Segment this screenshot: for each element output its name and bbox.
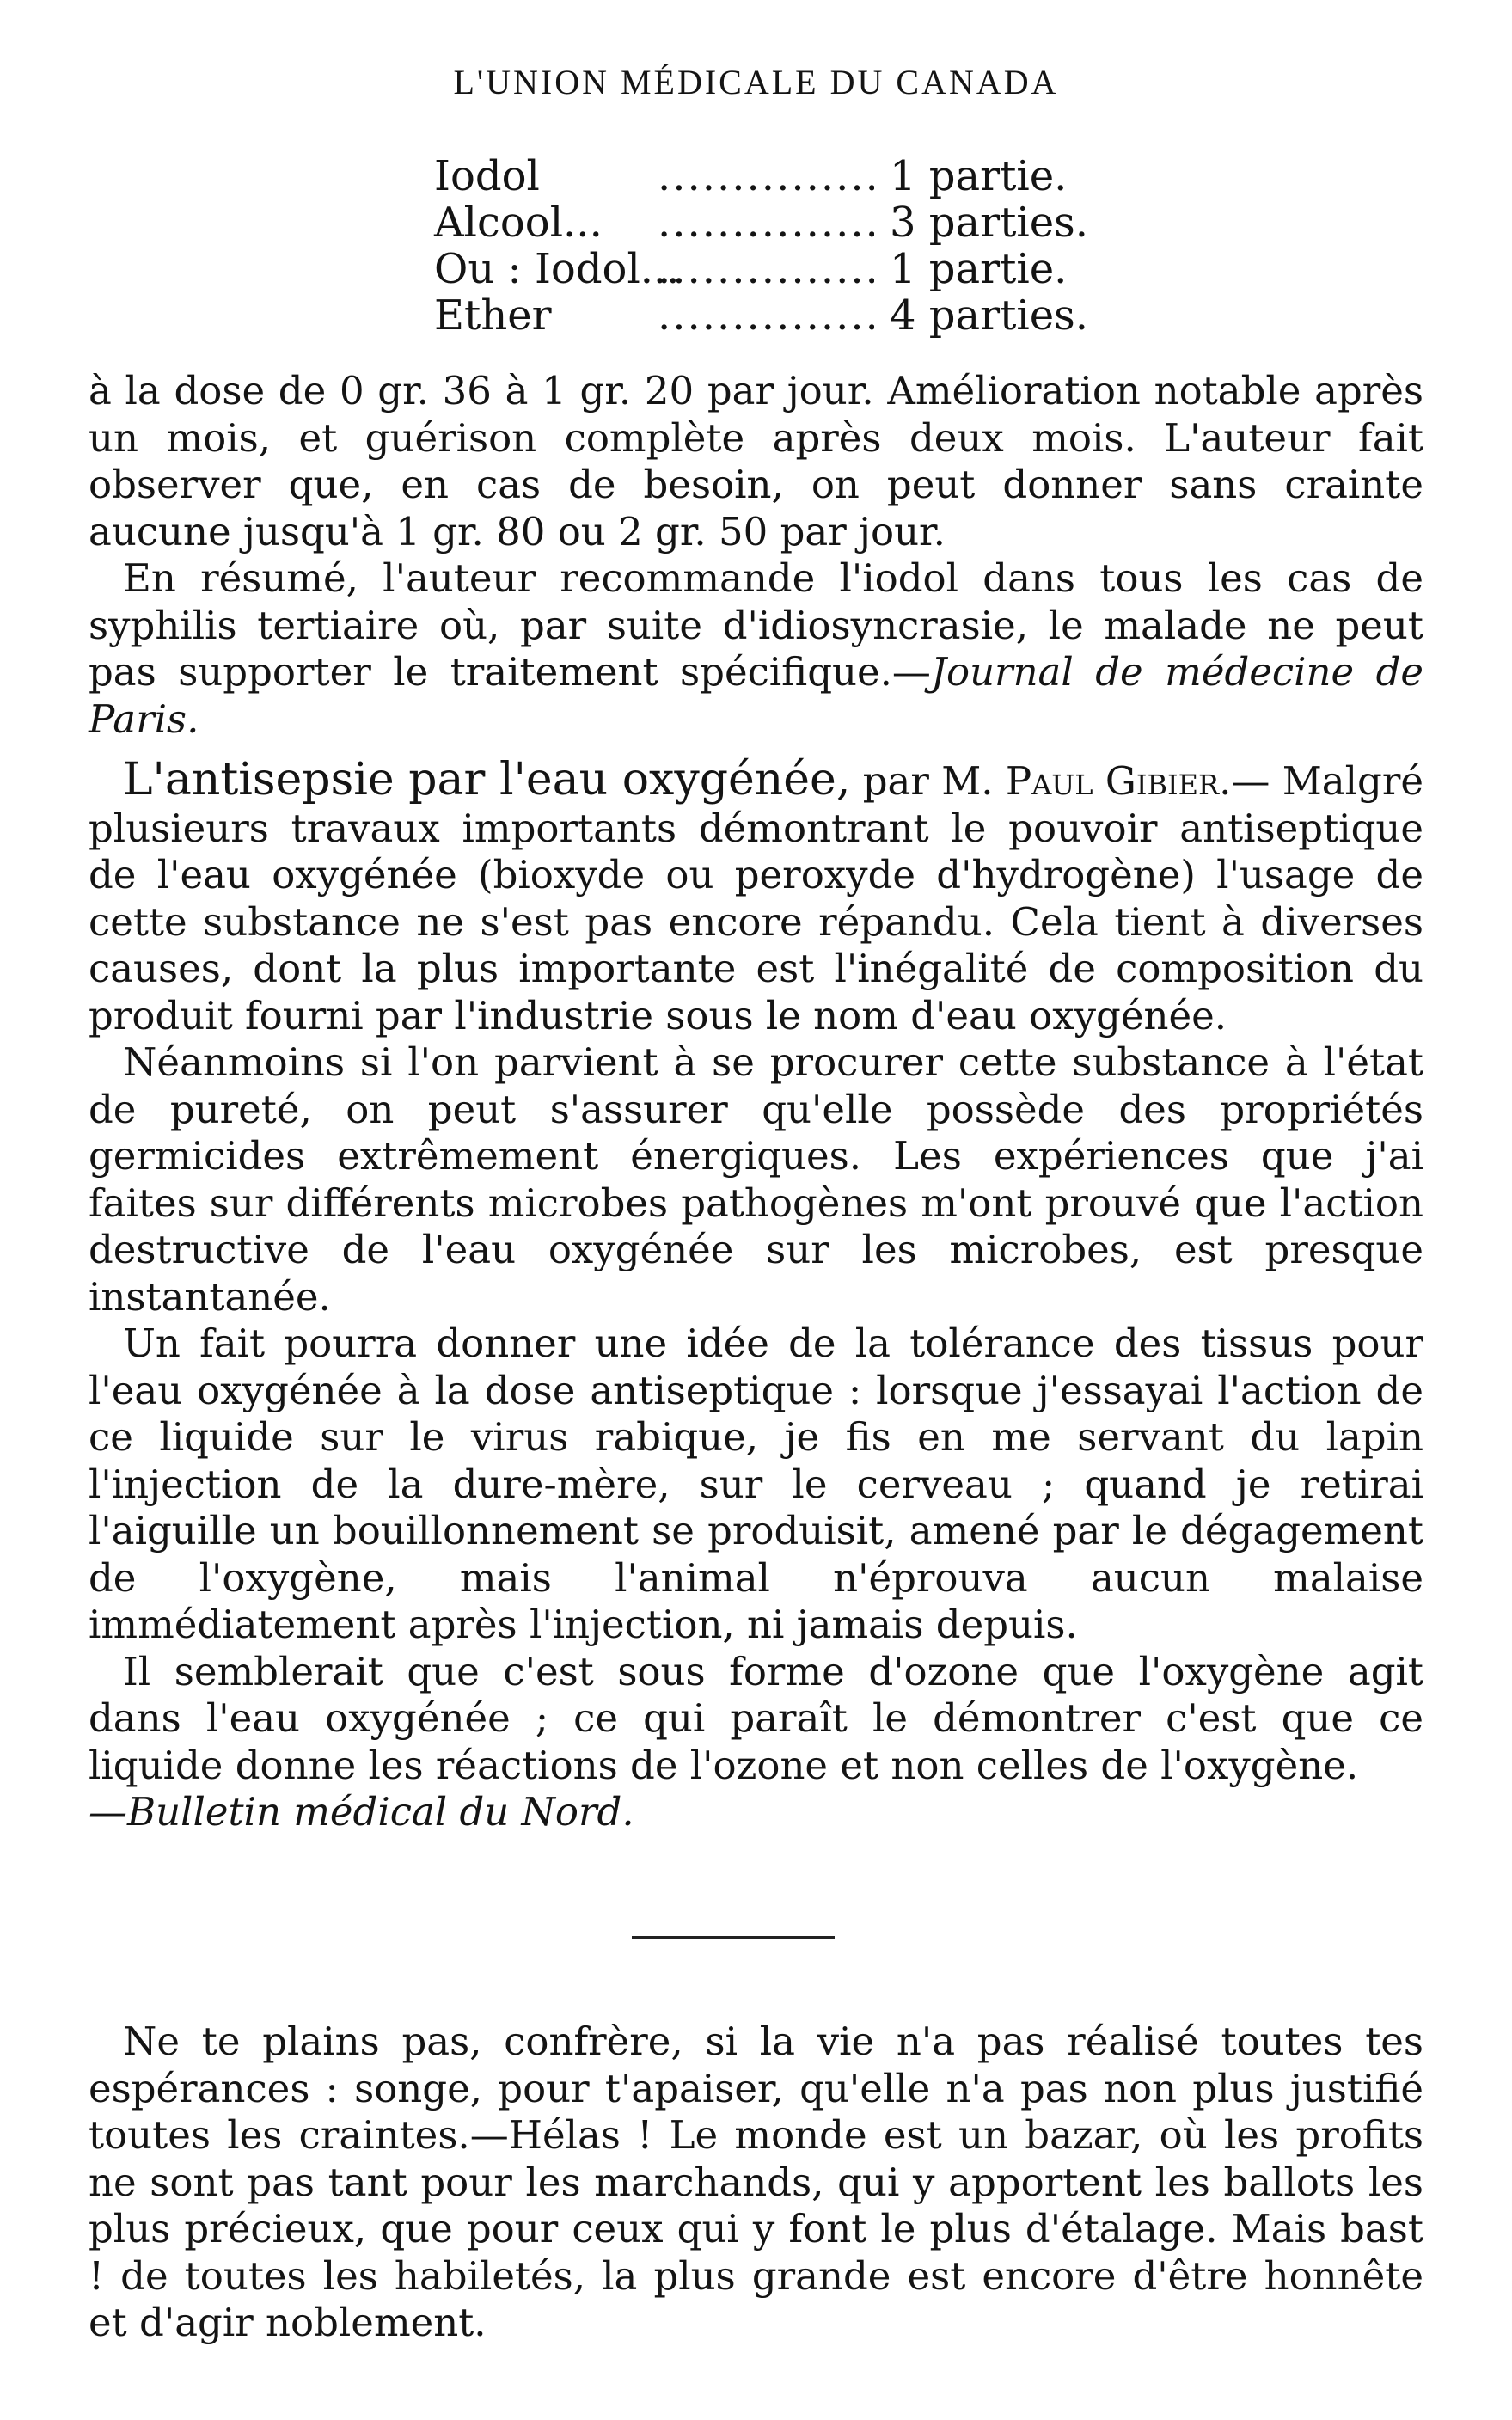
article-antisepsie <box>89 754 1423 1836</box>
ingredient-name: Alcool... <box>434 199 603 247</box>
recipe-row <box>434 153 1087 199</box>
source-citation: Journal de médecine de Paris. <box>89 649 1424 742</box>
dot-leader <box>658 153 874 199</box>
purity-paragraph: Néanmoins si l'on parvient à se procurer cette substance à l'état de pureté, on peut s'assurer qu'elle possède des propriétés germicides extrêmement énergiques. Les expériences que j'ai faites sur différents microbes pathogènes m'ont prouvé que l'action destructive de l'eau oxygénée sur les microbes, est presque instantanée. <box>89 1039 1423 1320</box>
article-title: L'antisepsie par l'eau oxygénée, <box>123 754 851 806</box>
dot-leader <box>658 246 874 292</box>
article-iodol-continuation <box>89 368 1423 743</box>
maxim-paragraph: Ne te plains pas, confrère, si la vie n'a pas réalisé toutes tes espérances : songe, pour t'apaiser, qu'elle n'a pas non plus justifié toutes les craintes.—Hélas ! Le monde est un bazar, où les profits ne sont pas tant pour les marchands, qui y apportent les ballots les plus précieux, que pour ceux qui y font le plus d'étalage. Mais bast ! de toutes les habiletés, la plus grande est encore d'être honnête et d'agir noblement. <box>89 2019 1423 2345</box>
maxim-section <box>89 2019 1423 2347</box>
section-divider <box>632 1936 835 1939</box>
ozone-paragraph <box>89 1649 1423 1836</box>
ingredient-name: Ou : Iodol... <box>434 245 680 293</box>
ingredient-quantity: 1 partie. <box>890 152 1068 200</box>
article-author-prefix: par M. <box>862 758 994 804</box>
dosage-paragraph: à la dose de 0 gr. 36 à 1 gr. 20 par jour. Amélioration notable après un mois, et guérison complète après deux mois. L'auteur fait observer que, en cas de besoin, on peut donner sans crainte aucune jusqu'à 1 gr. 80 ou 2 gr. 50 par jour. <box>89 368 1423 554</box>
article-author: Paul Gibier. <box>1005 758 1232 804</box>
dot-leader <box>658 292 874 339</box>
running-header: L'UNION MÉDICALE DU CANADA <box>453 63 1059 101</box>
summary-text: En résumé, l'auteur recommande l'iodol dans tous les cas de syphilis tertiaire où, par suite d'idiosyncrasie, le malade ne peut pas supporter le traitement spécifique.— <box>89 555 1423 695</box>
ingredient-name: Iodol <box>434 152 540 200</box>
ingredient-quantity: 4 parties. <box>890 291 1089 340</box>
ozone-text: Il semblerait que c'est sous forme d'ozone que l'oxygène agit dans l'eau oxygénée ; ce qui paraît le démontrer c'est que ce liquide donne les réactions de l'ozone et non celles de l'oxygène. <box>89 1648 1423 1788</box>
article-intro-paragraph <box>89 754 1423 1039</box>
dot-leader <box>658 199 874 246</box>
ingredient-quantity: 1 partie. <box>890 245 1068 293</box>
recipe-table <box>434 153 1087 339</box>
summary-paragraph <box>89 555 1423 743</box>
recipe-row <box>434 246 1087 292</box>
source-citation: —Bulletin médical du Nord. <box>89 1789 634 1835</box>
tolerance-paragraph: Un fait pourra donner une idée de la tolérance des tissus pour l'eau oxygénée à la dose antiseptique : lorsque j'essayai l'action de ce liquide sur le virus rabique, je fis en me servant du lapin l'injection de la dure-mère, sur le cerveau ; quand je retirai l'aiguille un bouillonnement se produisit, amené par le dégagement de l'oxygène, mais l'animal n'éprouva aucun malaise immédiatement après l'injection, ni jamais depuis. <box>89 1320 1423 1647</box>
intro-text: — Malgré plusieurs travaux importants démontrant le pouvoir antiseptique de l'eau oxygénée (bioxyde ou peroxyde d'hydrogène) l'usage de cette substance ne s'est pas encore répandu. Cela tient à diverses causes, dont la plus importante est l'inégalité de composition du produit fourni par l'industrie sous le nom d'eau oxygénée. <box>89 758 1423 1038</box>
recipe-row <box>434 292 1087 339</box>
recipe-row <box>434 199 1087 246</box>
ingredient-name: Ether <box>434 291 552 340</box>
ingredient-quantity: 3 parties. <box>890 199 1089 247</box>
